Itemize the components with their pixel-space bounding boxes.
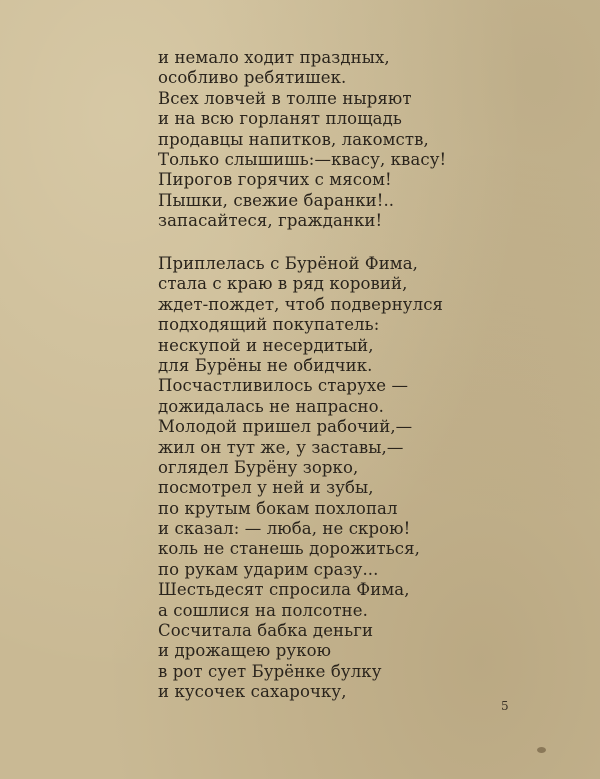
poem-line: Всех ловчей в толпе ныряют (158, 88, 412, 108)
ink-blot (537, 747, 546, 753)
poem-stanza-1 (158, 48, 446, 232)
poem-line: и дрожащею рукою (158, 641, 332, 661)
poem-line: запасайтеся, гражданки! (158, 211, 383, 231)
poem-line: Только слышишь:—квасу, квасу! (158, 149, 447, 169)
poem-line: для Бурёны не обидчик. (158, 355, 373, 375)
poem-line: по крутым бокам похлопал (158, 498, 398, 518)
poem-line: Пышки, свежие баранки!.. (158, 190, 395, 210)
poem-line: Приплелась с Бурёной Фима, (158, 254, 419, 273)
poem-line: и кусочек сахарочку, (158, 682, 347, 702)
poem-line: а сошлися на полсотне. (158, 600, 368, 620)
poem-line: ждет-пождет, чтоб подвернулся (158, 294, 444, 314)
page-number: 5 (501, 699, 509, 713)
poem-line: оглядел Бурёну зорко, (158, 457, 359, 477)
poem-line: Пирогов горячих с мясом! (158, 170, 392, 190)
poem-line: подходящий покупатель: (158, 315, 380, 335)
poem-line: жил он тут же, у заставы,— (158, 437, 404, 457)
poem-line: посмотрел у ней и зубы, (158, 478, 374, 498)
poem-line: коль не станешь дорожиться, (158, 539, 420, 559)
poem-line: в рот сует Бурёнке булку (158, 661, 382, 681)
poem-line: продавцы напитков, лакомств, (158, 129, 429, 149)
poem-line: особливо ребятишек. (158, 68, 347, 88)
poem-line: Посчастливилось старухе — (158, 376, 409, 396)
poem-line: и сказал: — люба, не скрою! (158, 519, 411, 539)
poem-line: дожидалась не напрасно. (158, 396, 385, 416)
poem-line: Шестьдесят спросила Фима, (158, 580, 410, 600)
poem-line: и на всю горланят площадь (158, 109, 402, 129)
poem-line: нескупой и несердитый, (158, 335, 374, 355)
poem-line: и немало ходит праздных, (158, 48, 390, 67)
poem-line: Сосчитала бабка деньги (158, 621, 374, 641)
poem-line: стала с краю в ряд коровий, (158, 274, 408, 294)
poem-line: по рукам ударим сразу... (158, 559, 379, 579)
poem-line: Молодой пришел рабочий,— (158, 417, 413, 437)
poem-stanza-2 (158, 254, 443, 703)
